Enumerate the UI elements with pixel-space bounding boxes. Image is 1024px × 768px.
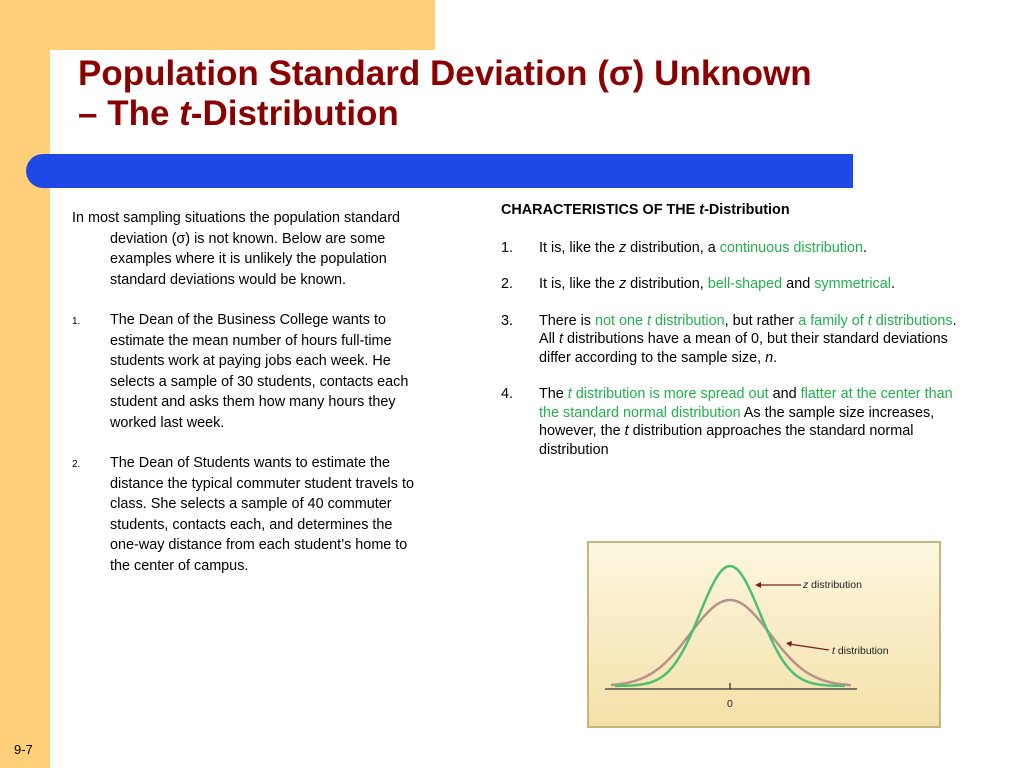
text: and	[768, 386, 801, 402]
axis-zero-label: 0	[727, 698, 733, 710]
slide-title	[78, 54, 978, 134]
heading-pre: CHARACTERISTICS OF THE	[501, 202, 700, 218]
text-n: n	[765, 349, 774, 366]
highlight-text: flatter at the center than the standard normal distribution	[539, 386, 953, 421]
text: .	[862, 239, 867, 256]
z-label-z: z	[803, 579, 809, 591]
highlight-text: distribution	[651, 312, 725, 329]
slide-number: 9-7	[14, 742, 33, 757]
text: .	[890, 276, 895, 292]
t-label-rest: distribution	[834, 645, 889, 657]
highlight-text: distribution is more spread out	[571, 386, 769, 402]
item-number: 4.	[501, 386, 514, 402]
title-line1: Population Standard Deviation (σ) Unknown	[78, 54, 812, 93]
text: distribution,	[626, 276, 708, 292]
highlight-text: symmetrical	[814, 276, 891, 292]
characteristic-item-1	[501, 239, 959, 258]
highlight-text: continuous distribution	[719, 239, 863, 256]
title-t: t	[179, 94, 191, 133]
characteristic-item-4	[501, 385, 959, 459]
highlight-text: not one	[594, 312, 647, 329]
text: distribution approaches the standard normal distribution	[539, 423, 914, 458]
text: .	[773, 349, 778, 366]
title-line2-post: -Distribution	[190, 94, 399, 133]
t-distribution-label	[832, 645, 889, 657]
heading-t: t	[699, 202, 705, 218]
highlight-text: a family of	[798, 312, 868, 329]
t-distribution-curve	[611, 600, 851, 685]
highlight-text-t: t	[867, 312, 872, 329]
distribution-diagram	[589, 543, 939, 726]
example-item	[72, 453, 422, 576]
top-accent-band	[50, 0, 435, 50]
characteristic-item-3	[501, 312, 959, 368]
distribution-figure	[587, 541, 941, 728]
text: The	[539, 386, 568, 402]
title-divider-bar	[26, 154, 853, 188]
text: and	[782, 276, 815, 292]
title-line2-pre: – The	[78, 94, 180, 133]
highlight-text: bell-shaped	[707, 276, 783, 292]
text: , but rather	[724, 312, 799, 329]
z-label-rest: distribution	[808, 579, 862, 591]
example-item	[72, 310, 422, 433]
characteristics-column	[501, 201, 961, 477]
z-distribution-label	[802, 579, 862, 591]
t-arrowhead	[786, 641, 792, 647]
text-t: t	[559, 331, 563, 347]
highlight-text-t: t	[567, 386, 572, 402]
text-t: t	[624, 423, 629, 439]
text: distributions have a mean of 0, but their standard deviations differ according to the sample size,	[539, 331, 948, 366]
item-number: 3.	[501, 312, 514, 329]
text: . All	[539, 312, 957, 347]
text: It is, like the	[539, 239, 619, 256]
highlight-text: distributions	[871, 312, 953, 329]
examples-column	[72, 208, 422, 576]
characteristic-item-2	[501, 275, 959, 294]
t-arrow	[789, 644, 829, 650]
text: distribution, a	[626, 239, 720, 256]
text-z: z	[618, 276, 627, 292]
example-text: The Dean of the Business College wants to estimate the mean number of hours full-time students work at paying jobs each week. He selects a sample of 30 students, contacts each student and asks them how many hours they worked last week.	[110, 312, 409, 431]
heading-post: -Distribution	[704, 202, 790, 218]
z-arrowhead	[755, 582, 761, 588]
item-number: 2.	[501, 276, 514, 292]
text: There is	[539, 312, 595, 329]
item-number: 1.	[501, 239, 514, 256]
text: As the sample size increases, however, the	[539, 404, 935, 439]
highlight-text-t: t	[647, 312, 651, 329]
example-text: The Dean of Students wants to estimate the distance the typical commuter student travels to class. She selects a sample of 40 commuter students, contacts each, and determines the one-way distance from each student’s home to the center of campus.	[110, 455, 414, 574]
text: It is, like the	[539, 276, 619, 292]
characteristics-heading	[501, 201, 961, 220]
text-z: z	[618, 239, 627, 256]
example-number: 1.	[72, 316, 81, 327]
intro-paragraph: In most sampling situations the population standard deviation (σ) is not known. Below are some examples where it is unlikely the population standard deviations would be known.	[72, 210, 400, 288]
example-number: 2.	[72, 459, 81, 470]
left-accent-band	[0, 0, 50, 768]
t-label-t: t	[832, 645, 835, 657]
